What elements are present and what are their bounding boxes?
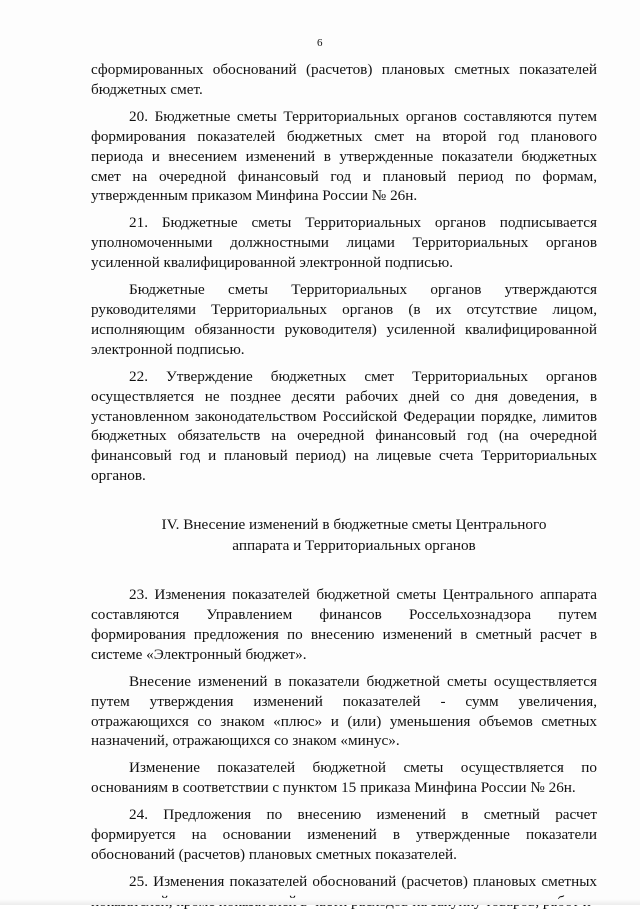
paragraph-item-24: 24. Предложения по внесению изменений в сметный расчет формируется на основании изменений в утвержденные показатели обоснований (расчетов) плановых сметных показателей. (91, 806, 597, 863)
paragraph-item-23-changes: Внесение изменений в показатели бюджетной сметы осуществляется путем утверждения изменений показателей - сумм увеличения, отражающихся со знаком «плюс» и (или) уменьшения объемов сметных назначений, отражающихся со знаком «минус». (91, 672, 597, 750)
paragraph-item-23: 23. Изменения показателей бюджетной сметы Центрального аппарата составляются Управлением финансов Россельхознадзора путем формирования предложения по внесению изменений в сметный расчет в системе «Электронный бюджет». (91, 586, 597, 663)
paragraph-item-25: 25. Изменения показателей обоснований (расчетов) плановых сметных (129, 872, 597, 890)
paragraph-item-21-approval: Бюджетные сметы Территориальных органов утверждаются руководителями Территориальных органов (в их отсутствие лицом, исполняющим обязанности руководителя) усиленной квалифицированной электронной подписью. (91, 281, 597, 358)
paragraph-continuation: сформированных обоснований (расчетов) плановых сметных показателей бюджетных смет. (91, 61, 597, 98)
section-heading: IV. Внесение изменений в бюджетные сметы Центрального аппарата и Территориальных органов (161, 516, 547, 555)
paragraph-item-23-grounds: Изменение показателей бюджетной сметы осуществляется по основаниям в соответствии с пунктом 15 приказа Минфина России № 26н. (91, 759, 597, 797)
paragraph-item-21: 21. Бюджетные сметы Территориальных органов подписывается уполномоченными должностными лицами Территориальных органов усиленной квалифицированной электронной подписью. (91, 214, 597, 272)
paragraph-item-20: 20. Бюджетные сметы Территориальных органов составляются путем формирования показателей бюджетных смет на второй год планового периода и внесением изменений в утвержденные показатели бюджетных смет на очередной финансовый год и плановый период по формам, утвержденным приказом Минфина России № 26н. (91, 107, 597, 205)
scan-bottom-edge (0, 899, 640, 905)
page-number: 6 (317, 37, 323, 49)
paragraph-item-22: 22. Утверждение бюджетных смет Территориальных органов осуществляется не позднее десяти рабочих дней со дня доведения, в установленном законодательством Российской Федерации порядке, лимитов бюджетных обязательств на очередной финансовый год (на очередной финансовый год и плановый период) на лицевые счета Территориальных органов. (91, 367, 597, 485)
document-body (91, 60, 597, 919)
